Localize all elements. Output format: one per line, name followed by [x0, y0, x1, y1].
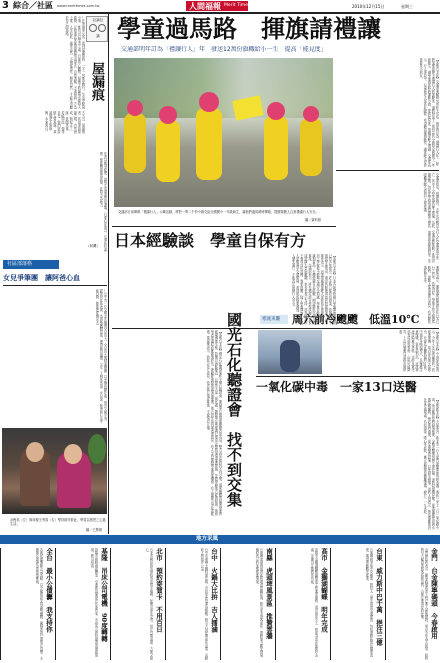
- weekday: 星期三: [401, 4, 413, 9]
- child-4-head: [267, 102, 285, 120]
- local-item: [165, 546, 220, 663]
- local-item-text: 台東縣府爭取中央補助，將投入三億元改善交通建設，包括道路拓寬及橋梁改建，期望帶動觀光產業。: [364, 548, 373, 657]
- local-item-text: 金門縣政府表示，陳寧碼頭改善工程已進入最後階段，預計今年春天啟用，屆時將可大幅改善旅客搭船品質，方便往來兩岸的民眾。: [419, 548, 428, 660]
- blog-label: 社區部落格: [7, 261, 33, 267]
- local-item-text: 台南縣虎頭埤風景區將增設景觀設施，吸引更多遊客前往，帶動地方觀光發展，縣府表示將加強維護環境。: [254, 548, 263, 660]
- blog-text: …台中市一位父親辛苦撫養女兒長大，女兒長大後組成樂團，以音樂回饋社會，感念父親辛勞，經常到社區表演，為弱勢團體募款，獲得熱烈迴響。父女二人相依為命，女兒說，阿爸的心血不能白費，她要把愛傳出去。: [94, 289, 107, 424]
- child-3: [196, 108, 222, 180]
- plant: [88, 434, 106, 464]
- top-story-text-3: 運研所表示，揮旗過馬路的做法在日本已行之有年，效果良好。學童手持小旗過馬路時，駕駛人從遠處即可看見，有效降低事故發生率。: [422, 266, 439, 324]
- child-1-head: [127, 100, 143, 116]
- local-item-text: 各地民眾響應公益活動，以小額捐款支持弱勢團體，累積善款已達預定目標，主辦單位感謝各界熱情參與。: [34, 548, 43, 660]
- kuokuang-headline: 國光石化聽證會 找不到交集: [225, 312, 243, 507]
- weather-figure: [280, 340, 300, 372]
- local-item-headline: 南縣 虎頭埤風景區 推贊雲牆: [265, 548, 273, 639]
- local-item: [55, 546, 110, 663]
- child-2: [156, 120, 180, 182]
- japan-top-rule: [112, 226, 336, 227]
- editorial-col-1: …在家靜坐反省，看到屋漏痕時，一字一句都是修行。生活中點滴小事，都有可以學習之處，只要用心觀察，屋簷下的漏痕也能給人啟發，正如書法家從屋漏痕悟出筆法，自然流暢，不著痕跡，方為上乘。人生如此，處世亦然，不矯揉造作，順其自然，才能走出屬於自己的道路。: [64, 16, 85, 109]
- website: www.merittimes.com.tw: [57, 4, 100, 8]
- local-item: [0, 546, 55, 663]
- child-4: [264, 116, 288, 180]
- blog-photo: [2, 428, 107, 514]
- local-item-headline: 北市 預約寄賀卡 不用百日: [155, 548, 163, 633]
- local-item-text: 台中市舉辦火鍋料理比賽，各店家使出渾身解數，吸引大批民眾前往品嘗，活動收入將捐作公益。: [199, 548, 208, 660]
- weather-headline: 周六前冷颼颼 低溫10℃: [292, 313, 420, 326]
- badge-sub: 論: [96, 34, 100, 38]
- local-item-divider: [330, 548, 331, 660]
- local-item-headline: 高市 金獅湖蝴蝶 明年完成: [320, 548, 328, 633]
- local-item: [110, 546, 165, 663]
- local-item-headline: 基隆 吊床公司電機 90度轉轉: [100, 548, 108, 642]
- top-right-rule: [336, 170, 439, 171]
- local-item-text: 高雄市金獅湖蝴蝶園整建工程進度順利，預計明年完工，將成為市民休閒好去處，並兼具生態教育功能。: [309, 548, 318, 657]
- top-headline: 學童過馬路 揮旗請禮讓: [117, 14, 381, 43]
- child-3-head: [199, 92, 219, 112]
- local-item-headline: 金門 台金陳寧碼頭 今春啟用: [430, 548, 438, 639]
- local-item-headline: 全台 最小公債籌 我支持你: [45, 548, 53, 633]
- local-item: [385, 546, 440, 663]
- trees: [114, 58, 333, 118]
- local-item: [275, 546, 330, 663]
- blog-title: 女兒爭筆團 讓阿爸心血: [3, 273, 80, 282]
- weather-label: 寒流來襲: [262, 317, 280, 322]
- editorial-col-2: 古人云：屋漏痕者，其用筆如屋漏之痕，自然而成，無起止之跡。世間萬事，若能如此，便得自在。我們常說做人要真誠，真誠就是不假修飾，本來面目。: [44, 111, 85, 134]
- badge-label: 社論社: [92, 18, 104, 22]
- editorial-badge: [86, 16, 108, 42]
- local-item: [220, 546, 275, 663]
- top-photo: [114, 58, 333, 207]
- co-text: 【本報新北訊】天氣寒冷，新北市一戶人家門窗緊閉使用熱水器，導致一家十三口一氧化碳中毒，所幸鄰居及時發現報案，全數送醫後均無生命危險。消防局提醒民眾，寒流期間使用熱水器及暖爐時，務必保持通風，並定期檢查設備，以免發生憾事。消防人員表示，熱水器應裝設在室外通風處，若有頭暈、噁心等症狀，應立即開窗並撤離現場，撥打一一九求救。: [422, 398, 439, 530]
- local-label: 地方采風: [196, 536, 219, 542]
- mid-rule: [112, 328, 439, 329]
- local-item-divider: [165, 548, 166, 660]
- local-item-divider: [0, 548, 1, 660]
- child-2-head: [159, 106, 177, 124]
- person-right-face: [64, 444, 82, 464]
- local-item-divider: [110, 548, 111, 660]
- child-5-head: [303, 106, 319, 122]
- japan-text: 【本報台北訊】日本各地學校推行學童揮旗過馬路已有多年歷史，許多路口都設有旗架，放置黃色小旗供學童取用，過完馬路後再放回對面旗架。日本專家表示，這項措施讓駕駛人更容易注意到孩童，加上學校從小教導交通安全知識，學童自我保護意識相當高。台灣借鏡日本經驗，期望降低兒童交通事故。交通部表示，將先選定部分學校試辦，再視成效擴大實施範圍。家長也表示支持，認為能讓孩子養成良好習慣。專家提醒，除了學童揮旗，駕駛人更應遵守交通規則，看到斑馬線要減速，禮讓行人優先通行，才能真正保障行人安全。: [291, 254, 336, 325]
- top-subhead: 交通部明年訂為「禮讓行人」年 發送12萬份旗幟給小一生 提高「能見度」: [121, 46, 327, 53]
- local-item-divider: [55, 548, 56, 660]
- masthead-en: Merit Times: [224, 3, 251, 8]
- badge-circle-right: [98, 24, 106, 32]
- weather-label-box: [260, 315, 288, 324]
- kuokuang-text-left: 【本報台北訊】國光石化開發案昨天舉行聽證會，開發單位與環保團體各說各話，雙方意見始終找不到交集。環保團體質疑開發案將破壞濕地生態、影響白海豚棲息，且排放大量二氧化碳；開發單位則強調已提出完整的環境保護措施，並將帶動地方經濟發展。與會學者建議政府應審慎評估，兼顧經濟發展與環境保護。地方居民也到場表達意見，有人支持開發帶來就業機會，有人擔憂污染危害健康。環保署表示，將綜合各方意見，依法進行環評審查，不會預設立場。: [205, 330, 222, 516]
- top-photo-credit: 圖／資料照: [305, 218, 321, 222]
- weather-rule: [256, 376, 439, 377]
- local-item-headline: 台東 威力斯中巴千萬 挹注三億: [375, 548, 383, 646]
- blog-photo-caption: 余俊英（左）與母親王秀春（右）堅持陪伴彼此，學習以感恩之心過生活。: [10, 518, 106, 526]
- editorial-col-3: 作者以親身經歷，說明生活處處皆是道場，只要心存善念，凡事往好處想，便能轉煩惱為菩提，化阻力為助力。: [98, 152, 107, 252]
- masthead: 人間福報: [189, 1, 221, 11]
- top-photo-caption: 交通部日前舉辦「禮讓行人」示範活動，將把一萬二千份小旗交給全國國小一年級新生，讓他們過馬路時揮旗，提醒駕駛人注意禮讓行人安全。: [118, 210, 319, 214]
- local-item: [330, 546, 385, 663]
- person-left-face: [26, 442, 44, 462]
- blog-photo-credit: 圖／王慧瑛: [86, 528, 102, 532]
- issue-date: 2010年12月15日: [352, 4, 385, 9]
- top-story-text-1: 【本報台北訊】交通部運輸研究所昨天宣布，明年將訂為「禮讓行人年」，除將加強取締不禮讓行人的駕駛外，還將發送十二萬份黃色小旗給全國國小一年級新生，讓學童過馬路時揮動小旗，提高能見度，提醒駕駛人禮讓。交通部表示，行人事故中，兒童與老人是高危險群，希望藉由揮旗動作，讓駕駛人更容易看見小朋友。: [418, 58, 439, 167]
- japan-headline: 日本經驗談 學童自保有方: [114, 231, 307, 250]
- local-item-text: 基隆市推動港區轉型，引進新設備提升作業效率，市府表示將持續改善港區環境，吸引投資。: [89, 548, 98, 657]
- editorial-title: 屋漏痕: [89, 62, 104, 101]
- top-story-text-2: 交通部指出，根據統計，去年共有數百名行人在交通事故中死亡，其中不少是在斑馬線上被撞。為此，交通部將推動一系列宣導措施，包括在學校周邊設置警示標誌、加強斑馬線照明等，並呼籲駕駛人看到行人要停讓。: [422, 173, 439, 263]
- left-divider: [108, 14, 109, 534]
- badge-circle-left: [89, 24, 97, 32]
- blog-rule: [3, 285, 107, 286]
- weather-photo: [258, 330, 322, 374]
- child-5: [300, 118, 322, 176]
- editorial-author: （何薰）: [86, 244, 100, 248]
- weather-text: 【本報台北訊】中央氣象局表示，今年入冬以來最強的一波寒流來襲，周六前各地天氣寒冷，北部及宜蘭低溫約10度，中南部早晚溫差大，民眾應注意保暖。氣象局指出，這波寒流伴隨東北季風，北部及東北部有局部短暫雨，山區可能降雪，上山民眾應注意路況與防寒。: [398, 330, 439, 373]
- page-number: 3: [2, 0, 9, 11]
- local-item-headline: 台中 火鍋大比拚 吉人擂滷: [210, 548, 218, 633]
- local-item-divider: [385, 548, 386, 660]
- local-item-divider: [275, 548, 276, 660]
- child-1: [124, 113, 146, 173]
- local-item-text: 台北市郵局推出預約寄送賀卡服務，民眾可事先交寄，指定日期送達，方便又貼心。: [144, 548, 153, 660]
- local-item-divider: [220, 548, 221, 660]
- blog-label-box: [3, 260, 59, 269]
- co-headline: 一氧化碳中毒 一家13口送醫: [256, 380, 417, 394]
- local-banner: [0, 535, 440, 544]
- section-name: 綜合／社區: [13, 1, 53, 10]
